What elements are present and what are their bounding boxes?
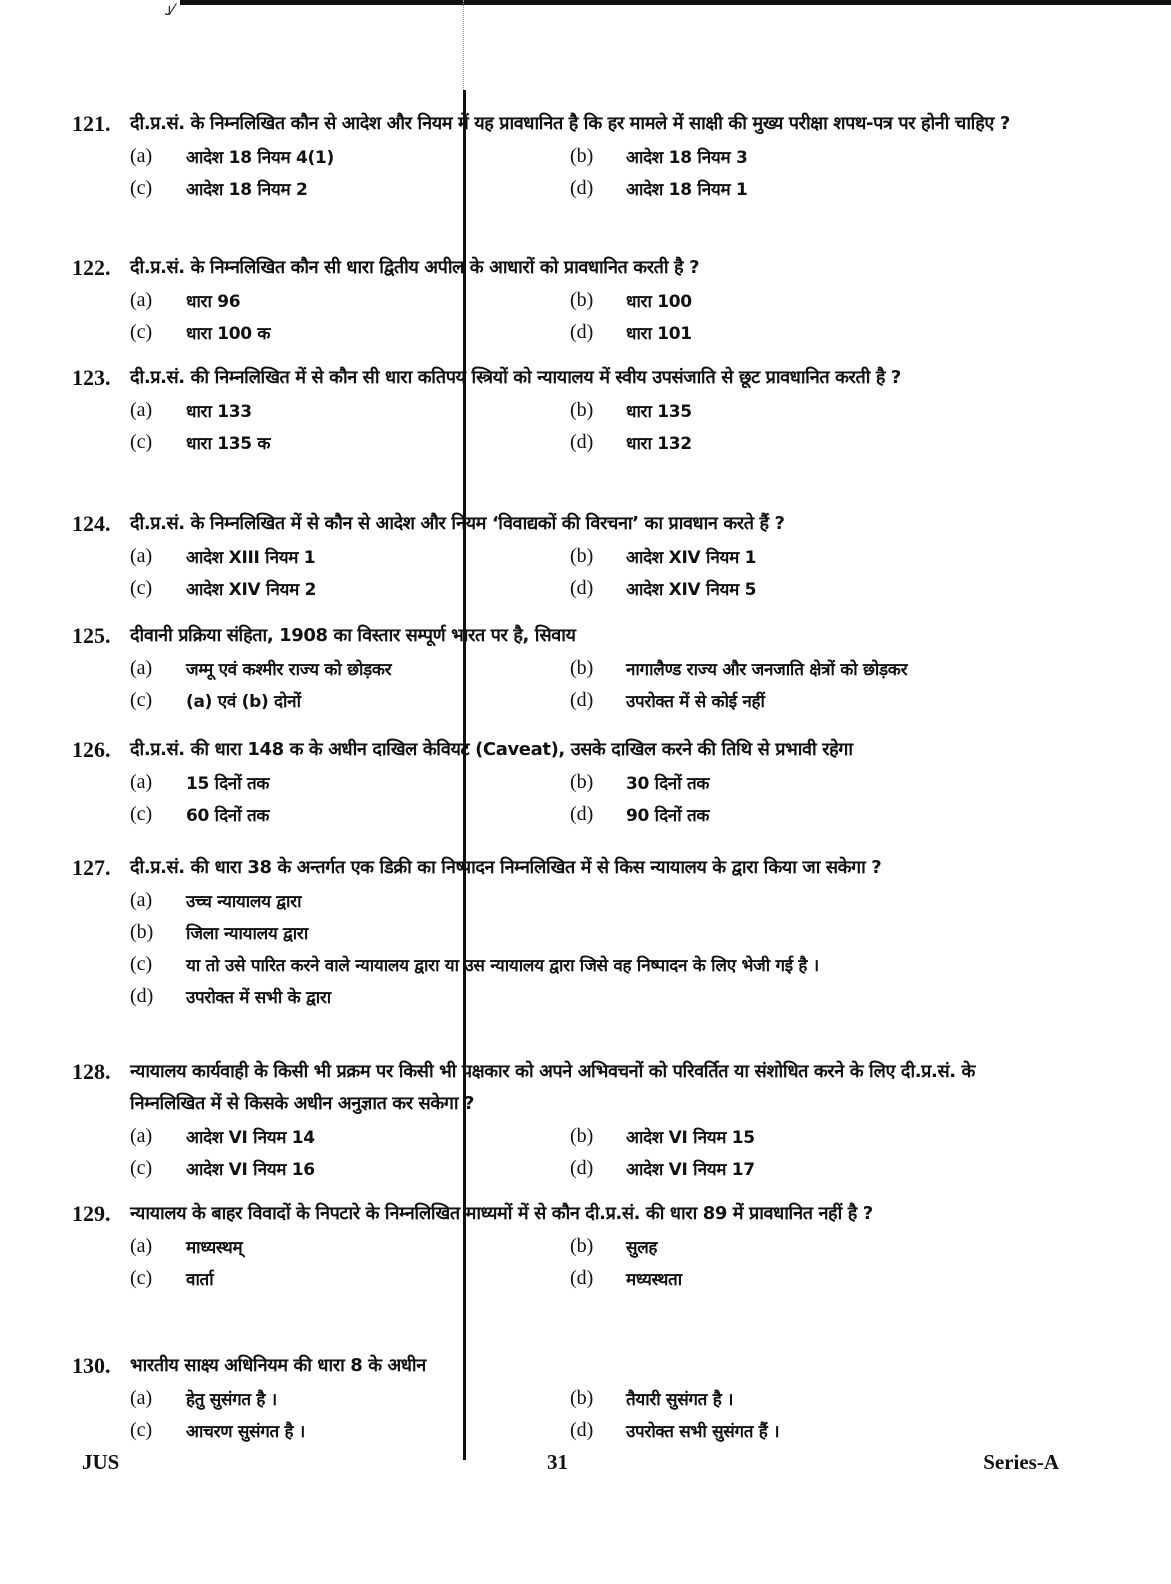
option-c [130, 316, 570, 348]
option-label: (b) [570, 398, 594, 421]
option-label: (d) [570, 1266, 594, 1289]
question-121 [72, 108, 1042, 204]
option-label: (a) [130, 770, 153, 793]
option-a [130, 140, 570, 172]
option-text: आदेश VI नियम 17 [626, 1159, 755, 1180]
option-a [130, 394, 570, 426]
options [130, 1382, 1042, 1446]
question-text: दी.प्र.सं. के निम्नलिखित में से कौन से आदेश और नियम ‘विवाद्यकों की विरचना’ का प्रावधान करते हैं ? [130, 513, 785, 534]
option-label: (d) [570, 802, 594, 825]
option-a [130, 1230, 570, 1262]
option-c [130, 1152, 570, 1184]
option-c [130, 684, 570, 716]
option-text: नागालैण्ड राज्य और जनजाति क्षेत्रों को छोड़कर [626, 659, 908, 680]
question-124 [72, 508, 1042, 604]
question-125 [72, 620, 1042, 716]
option-label: (d) [570, 1418, 594, 1441]
option-text: धारा 133 [186, 401, 252, 422]
page-number: 31 [547, 1450, 568, 1474]
option-label: (c) [130, 1266, 153, 1289]
option-text: आचरण सुसंगत है । [186, 1421, 305, 1442]
question-number: 121. [72, 111, 111, 136]
option-label: (b) [570, 288, 594, 311]
option-b [570, 540, 1010, 572]
question-text: दी.प्र.सं. के निम्नलिखित कौन से आदेश और नियम में यह प्रावधानित है कि हर मामले में साक्षी की मुख्य परीक्षा शपथ-पत्र पर होनी चाहिए ? [130, 113, 1010, 134]
option-text: आदेश VI नियम 16 [186, 1159, 315, 1180]
options [130, 394, 1042, 458]
option-text: 30 दिनों तक [626, 773, 710, 794]
options [130, 766, 1042, 830]
option-d [570, 684, 1010, 716]
option-text: आदेश 18 नियम 2 [186, 179, 308, 200]
option-text: उच्च न्यायालय द्वारा [186, 891, 302, 912]
options [130, 1230, 1042, 1294]
scan-mark-icon: ᴊ⁄ [165, 0, 174, 19]
option-label: (a) [130, 1386, 153, 1409]
option-text: जम्मू एवं कश्मीर राज्य को छोड़कर [186, 659, 392, 680]
page-fold-dotted [463, 0, 465, 90]
option-label: (a) [130, 144, 153, 167]
option-c [130, 172, 570, 204]
option-a [130, 1382, 570, 1414]
question-number: 123. [72, 365, 111, 390]
option-a [130, 884, 1050, 916]
option-d [570, 798, 1010, 830]
option-b [570, 652, 1010, 684]
question-number: 122. [72, 255, 111, 280]
question-text: न्यायालय कार्यवाही के किसी भी प्रक्रम पर किसी भी पक्षकार को अपने अभिवचनों को परिवर्तित या संशोधित करने के लिए दी.प्र.सं. के निम्नलिखित में से किसके अधीन अनुज्ञात कर सकेगा ? [130, 1061, 975, 1114]
option-a [130, 766, 570, 798]
options [130, 540, 1042, 604]
option-label: (b) [570, 544, 594, 567]
option-text: आदेश XIII नियम 1 [186, 547, 316, 568]
option-text: धारा 100 क [186, 323, 271, 344]
option-c [130, 426, 570, 458]
option-text: उपरोक्त सभी सुसंगत हैं । [626, 1421, 780, 1442]
option-d [570, 1262, 1010, 1294]
option-b [570, 1230, 1010, 1262]
option-text: आदेश XIV नियम 5 [626, 579, 757, 600]
options [130, 1120, 1042, 1184]
option-b [570, 1120, 1010, 1152]
option-label: (b) [570, 144, 594, 167]
option-text: आदेश VI नियम 14 [186, 1127, 315, 1148]
option-label: (c) [130, 176, 153, 199]
option-label: (b) [570, 1386, 594, 1409]
option-text: उपरोक्त में सभी के द्वारा [186, 987, 331, 1008]
option-label: (a) [130, 656, 153, 679]
option-text: धारा 135 क [186, 433, 271, 454]
option-label: (d) [570, 1156, 594, 1179]
option-label: (a) [130, 544, 153, 567]
question-122 [72, 252, 1042, 348]
option-label: (d) [570, 176, 594, 199]
option-text: आदेश XIV नियम 1 [626, 547, 757, 568]
option-label: (a) [130, 1124, 153, 1147]
option-label: (c) [130, 802, 153, 825]
option-b [570, 284, 1010, 316]
option-text: सुलह [626, 1237, 658, 1258]
option-text: जिला न्यायालय द्वारा [186, 923, 308, 944]
question-number: 129. [72, 1201, 111, 1226]
option-d [570, 1152, 1010, 1184]
option-text: आदेश 18 नियम 3 [626, 147, 748, 168]
option-d [570, 316, 1010, 348]
question-text: दीवानी प्रक्रिया संहिता, 1908 का विस्तार सम्पूर्ण भारत पर है, सिवाय [130, 625, 576, 646]
question-127 [72, 852, 1042, 1012]
option-c [130, 948, 1050, 980]
option-text: उपरोक्त में से कोई नहीं [626, 691, 765, 712]
option-a [130, 284, 570, 316]
option-label: (c) [130, 320, 153, 343]
option-label: (c) [130, 688, 153, 711]
option-text: या तो उसे पारित करने वाले न्यायालय द्वारा या उस न्यायालय द्वारा जिसे वह निष्पादन के लिए भेजी गई है । [186, 955, 819, 976]
option-d [570, 1414, 1010, 1446]
option-text: माध्यस्थम् [186, 1237, 243, 1258]
option-d [570, 426, 1010, 458]
question-number: 125. [72, 623, 111, 648]
option-text: मध्यस्थता [626, 1269, 682, 1290]
option-c [130, 1414, 570, 1446]
option-d [570, 172, 1010, 204]
option-text: 15 दिनों तक [186, 773, 270, 794]
question-129 [72, 1198, 1042, 1294]
option-d [570, 572, 1010, 604]
option-text: आदेश 18 नियम 4(1) [186, 147, 334, 168]
options [130, 884, 1042, 1012]
option-c [130, 798, 570, 830]
option-label: (d) [130, 984, 154, 1007]
option-text: धारा 132 [626, 433, 692, 454]
option-label: (a) [130, 1234, 153, 1257]
option-a [130, 1120, 570, 1152]
option-text: 90 दिनों तक [626, 805, 710, 826]
option-text: (a) एवं (b) दोनों [186, 691, 301, 712]
question-number: 128. [72, 1059, 111, 1084]
option-label: (b) [570, 1124, 594, 1147]
option-b [130, 916, 1050, 948]
question-text: दी.प्र.सं. की धारा 38 के अन्तर्गत एक डिक्री का निष्पादन निम्नलिखित में से किस न्यायालय के द्वारा किया जा सकेगा ? [130, 857, 882, 878]
option-d [130, 980, 1050, 1012]
question-number: 127. [72, 855, 111, 880]
option-label: (c) [130, 1156, 153, 1179]
options [130, 652, 1042, 716]
option-b [570, 394, 1010, 426]
question-text: दी.प्र.सं. की धारा 148 क के अधीन दाखिल केवियट (Caveat), उसके दाखिल करने की तिथि से प्रभावी रहेगा [130, 739, 853, 760]
option-text: धारा 135 [626, 401, 692, 422]
option-label: (d) [570, 320, 594, 343]
option-text: धारा 96 [186, 291, 241, 312]
option-label: (c) [130, 576, 153, 599]
option-label: (d) [570, 688, 594, 711]
option-label: (c) [130, 952, 153, 975]
option-a [130, 540, 570, 572]
question-123 [72, 362, 1042, 458]
option-label: (d) [570, 430, 594, 453]
option-label: (b) [130, 920, 154, 943]
option-text: तैयारी सुसंगत है । [626, 1389, 734, 1410]
option-text: धारा 100 [626, 291, 692, 312]
question-text: भारतीय साक्ष्य अधिनियम की धारा 8 के अधीन [130, 1355, 426, 1376]
option-label: (c) [130, 430, 153, 453]
question-number: 124. [72, 511, 111, 536]
option-text: आदेश 18 नियम 1 [626, 179, 748, 200]
question-130 [72, 1350, 1042, 1446]
question-128 [72, 1056, 1042, 1184]
option-label: (a) [130, 888, 153, 911]
question-text: दी.प्र.सं. के निम्नलिखित कौन सी धारा द्वितीय अपील के आधारों को प्रावधानित करती है ? [130, 257, 700, 278]
option-text: 60 दिनों तक [186, 805, 270, 826]
option-a [130, 652, 570, 684]
option-label: (c) [130, 1418, 153, 1441]
option-text: धारा 101 [626, 323, 692, 344]
option-b [570, 766, 1010, 798]
top-border-rule [180, 0, 1171, 5]
option-text: वार्ता [186, 1269, 214, 1290]
option-label: (a) [130, 398, 153, 421]
option-b [570, 1382, 1010, 1414]
option-label: (b) [570, 1234, 594, 1257]
option-text: हेतु सुसंगत है । [186, 1389, 277, 1410]
option-b [570, 140, 1010, 172]
question-number: 126. [72, 737, 111, 762]
option-label: (d) [570, 576, 594, 599]
option-c [130, 572, 570, 604]
option-text: आदेश XIV नियम 2 [186, 579, 317, 600]
options [130, 284, 1042, 348]
question-text: न्यायालय के बाहर विवादों के निपटारे के निम्नलिखित माध्यमों में से कौन दी.प्र.सं. की धारा 89 में प्रावधानित नहीं है ? [130, 1203, 873, 1224]
question-text: दी.प्र.सं. की निम्नलिखित में से कौन सी धारा कतिपय स्त्रियों को न्यायालय में स्वीय उपसंजाति से छूट प्रावधानित करती है ? [130, 367, 901, 388]
question-number: 130. [72, 1353, 111, 1378]
option-label: (a) [130, 288, 153, 311]
options [130, 140, 1042, 204]
option-label: (b) [570, 656, 594, 679]
option-text: आदेश VI नियम 15 [626, 1127, 755, 1148]
option-c [130, 1262, 570, 1294]
series-label: Series-A [983, 1450, 1059, 1474]
option-label: (b) [570, 770, 594, 793]
footer-code: JUS [82, 1450, 120, 1474]
question-126 [72, 734, 1042, 830]
